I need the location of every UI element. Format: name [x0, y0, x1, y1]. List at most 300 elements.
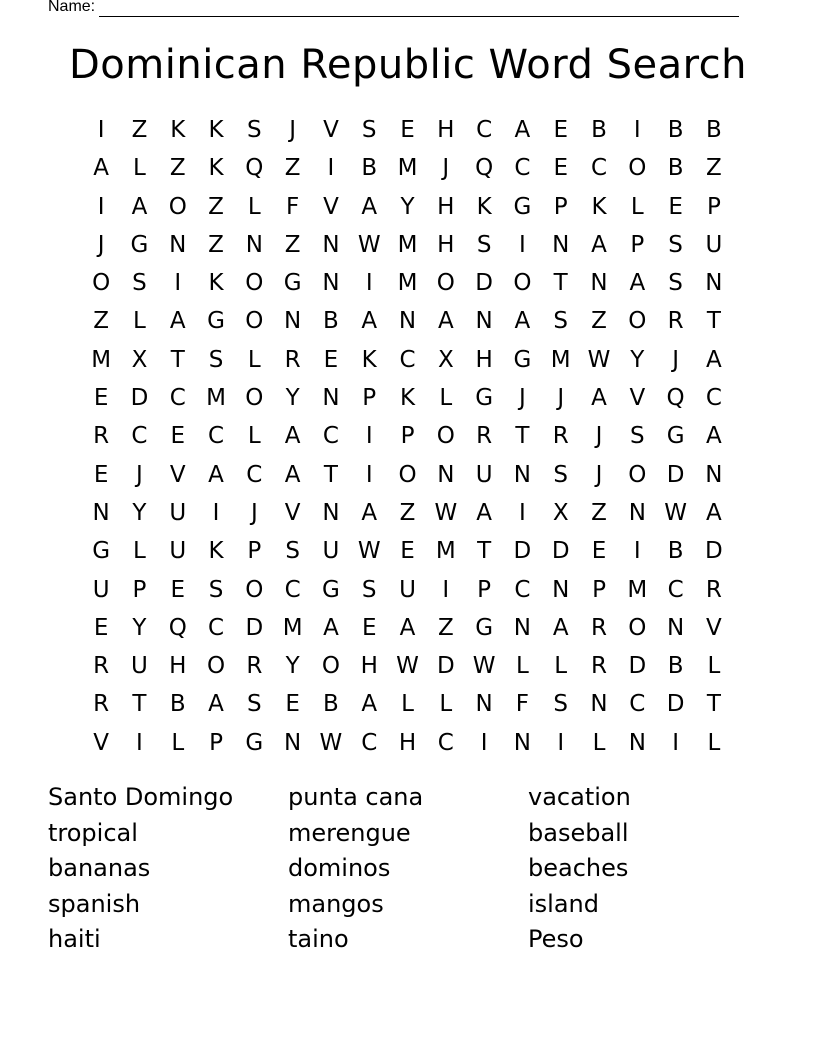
grid-letter: S [668, 270, 683, 297]
grid-letter: K [170, 117, 186, 143]
grid-letter: E [93, 461, 109, 488]
grid-letter: C [705, 385, 722, 412]
grid-letter: A [706, 423, 722, 450]
grid-letter: S [247, 117, 262, 143]
grid-letter: B [169, 691, 186, 718]
grid-letter: I [97, 193, 105, 220]
grid-letter: V [323, 193, 339, 220]
grid-letter: Z [399, 499, 416, 526]
grid-letter: O [436, 423, 455, 450]
grid-letter: R [476, 423, 493, 450]
grid-letter: S [553, 691, 569, 718]
grid-letter: W [319, 729, 343, 756]
grid-letter: T [132, 691, 147, 718]
grid-letter: A [629, 270, 646, 297]
grid-letter: P [592, 576, 606, 603]
grid-letter: G [283, 270, 302, 297]
grid-letter: K [208, 270, 224, 297]
grid-letter: Z [131, 117, 148, 143]
grid-letter: N [513, 614, 532, 641]
grid-letter: T [706, 691, 721, 718]
grid-letter: D [666, 691, 685, 718]
grid-letter: Q [245, 155, 264, 182]
grid-letter: I [557, 729, 565, 756]
grid-letter: G [207, 308, 225, 335]
grid-letter: Z [437, 614, 454, 641]
grid-letter: S [476, 231, 492, 258]
grid-letter: N [590, 270, 608, 297]
grid-letter: C [590, 155, 608, 182]
grid-letter: O [245, 576, 264, 603]
name-underline[interactable] [99, 1, 739, 17]
grid-letter: Z [93, 308, 110, 335]
grid-letter: C [476, 117, 493, 143]
grid-letter: R [552, 423, 569, 450]
grid-letter: N [322, 385, 340, 412]
word-list-item: dominos [288, 854, 391, 882]
grid-letter: J [97, 231, 105, 258]
grid-letter: K [208, 538, 224, 565]
word-list-item: vacation [528, 783, 631, 811]
grid-letter: Y [285, 385, 300, 412]
grid-letter: A [169, 308, 186, 335]
grid-letter: Q [666, 385, 685, 412]
grid-letter: L [439, 385, 453, 412]
grid-letter: I [480, 729, 488, 756]
word-list-item: baseball [528, 818, 629, 847]
grid-letter: A [361, 308, 378, 335]
grid-letter: C [361, 729, 378, 756]
grid-letter: E [93, 385, 109, 412]
grid-letter: I [519, 499, 526, 526]
grid-letter: J [595, 423, 603, 450]
grid-letter: S [553, 461, 569, 488]
grid-letter: S [208, 346, 224, 373]
grid-letter: L [133, 308, 146, 335]
grid-letter: S [247, 691, 262, 718]
grid-letter: T [323, 461, 338, 488]
grid-letter: R [93, 691, 110, 718]
word-list-item: bananas [48, 854, 151, 882]
grid-letter: O [245, 270, 264, 297]
grid-letter: O [168, 193, 187, 220]
grid-letter: A [591, 385, 607, 412]
grid-letter: I [365, 423, 373, 450]
grid-letter: W [396, 653, 419, 680]
grid-letter: V [629, 385, 646, 412]
grid-letter: N [705, 461, 723, 488]
grid-letter: N [590, 691, 608, 718]
grid-letter: G [92, 538, 111, 565]
grid-letter: I [672, 729, 679, 756]
grid-letter: C [667, 576, 684, 603]
grid-letter: I [136, 729, 143, 756]
grid-letter: L [247, 346, 261, 373]
grid-letter: O [398, 461, 417, 488]
grid-letter: P [477, 576, 492, 603]
grid-letter: E [668, 193, 683, 220]
grid-letter: D [130, 385, 149, 412]
grid-letter: L [247, 423, 261, 450]
grid-letter: N [398, 308, 417, 335]
grid-letter: W [357, 538, 381, 565]
grid-letter: S [668, 231, 683, 258]
grid-letter: L [247, 193, 261, 220]
grid-letter: A [437, 308, 454, 335]
grid-letter: R [246, 653, 263, 680]
grid-letter: O [628, 155, 647, 182]
grid-letter: S [553, 308, 569, 335]
grid-letter: C [284, 576, 301, 603]
grid-letter: I [174, 270, 182, 297]
grid-letter: C [208, 614, 225, 641]
word-list-item: haiti [48, 925, 101, 953]
grid-letter: P [400, 423, 415, 450]
grid-letter: C [514, 155, 531, 182]
grid-letter: P [553, 193, 568, 220]
grid-letter: A [706, 499, 722, 526]
word-list-item: Santo Domingo [48, 783, 234, 811]
word-list-item: merengue [288, 818, 411, 847]
grid-letter: E [553, 117, 568, 143]
grid-letter: L [707, 653, 721, 680]
grid-letter: N [513, 729, 532, 756]
grid-letter: R [705, 576, 722, 603]
grid-letter: B [667, 117, 684, 143]
grid-letter: Z [208, 193, 224, 220]
grid-letter: H [437, 117, 455, 143]
grid-letter: O [628, 614, 647, 641]
grid-letter: Z [591, 499, 607, 526]
grid-letter: U [169, 499, 187, 526]
grid-letter: W [472, 653, 496, 680]
grid-letter: E [170, 576, 186, 603]
grid-letter: O [245, 308, 264, 335]
grid-letter: A [361, 499, 378, 526]
grid-letter: Q [475, 155, 494, 182]
grid-letter: L [133, 538, 146, 565]
grid-letter: A [552, 614, 569, 641]
grid-letter: G [666, 423, 685, 450]
grid-letter: J [289, 117, 297, 143]
grid-letter: J [519, 385, 526, 412]
grid-letter: L [592, 729, 606, 756]
grid-letter: K [476, 193, 492, 220]
grid-letter: R [93, 653, 110, 680]
grid-letter: B [667, 538, 684, 565]
grid-letter: M [91, 346, 112, 373]
word-list-item: spanish [48, 889, 141, 918]
grid-letter: D [513, 538, 532, 565]
grid-letter: R [667, 308, 684, 335]
grid-letter: T [706, 308, 721, 335]
grid-letter: C [169, 385, 186, 412]
grid-letter: A [591, 231, 607, 258]
grid-letter: L [630, 193, 644, 220]
grid-letter: M [397, 231, 418, 258]
grid-letter: S [361, 576, 377, 603]
grid-letter: N [322, 231, 340, 258]
grid-letter: G [475, 614, 494, 641]
grid-letter: N [628, 499, 646, 526]
grid-letter: B [591, 117, 607, 143]
grid-letter: K [399, 385, 416, 412]
grid-letter: M [550, 346, 571, 373]
grid-letter: N [284, 308, 302, 335]
grid-letter: C [437, 729, 454, 756]
grid-letter: E [285, 691, 300, 718]
word-list-item: island [528, 889, 599, 918]
grid-letter: B [323, 308, 339, 335]
grid-letter: I [519, 231, 526, 258]
grid-letter: L [707, 729, 721, 756]
grid-letter: I [327, 155, 335, 182]
grid-letter: I [442, 576, 450, 603]
grid-letter: A [323, 614, 339, 641]
grid-letter: Z [591, 308, 607, 335]
grid-letter: P [630, 231, 645, 258]
grid-letter: G [322, 576, 340, 603]
grid-letter: E [323, 346, 339, 373]
grid-letter: A [514, 117, 531, 143]
grid-letter: N [169, 231, 187, 258]
grid-letter: Y [400, 193, 415, 220]
grid-letter: E [170, 423, 186, 450]
grid-letter: G [130, 231, 149, 258]
grid-letter: E [93, 614, 109, 641]
grid-letter: A [208, 691, 224, 718]
grid-letter: A [284, 423, 301, 450]
grid-letter: M [282, 614, 303, 641]
grid-letter: S [132, 270, 147, 297]
grid-letter: U [131, 653, 148, 680]
grid-letter: N [628, 729, 646, 756]
grid-letter: Y [285, 653, 300, 680]
grid-letter: G [475, 385, 494, 412]
grid-letter: K [591, 193, 607, 220]
grid-letter: P [247, 538, 262, 565]
grid-letter: D [436, 653, 455, 680]
grid-letter: C [322, 423, 339, 450]
grid-letter: E [400, 117, 415, 143]
grid-letter: P [209, 729, 223, 756]
word-list-item: Peso [528, 925, 584, 953]
grid-letter: L [133, 155, 146, 182]
grid-letter: N [475, 308, 493, 335]
grid-letter: J [672, 346, 679, 373]
word-list-item: beaches [528, 854, 629, 882]
grid-letter: E [591, 538, 607, 565]
grid-letter: J [250, 499, 258, 526]
grid-letter: F [286, 193, 300, 220]
grid-letter: D [475, 270, 493, 297]
grid-letter: D [705, 538, 723, 565]
grid-letter: O [92, 270, 111, 297]
grid-letter: T [477, 538, 492, 565]
grid-letter: S [208, 576, 224, 603]
grid-letter: W [357, 231, 381, 258]
grid-letter: H [437, 193, 455, 220]
grid-letter: D [628, 653, 647, 680]
grid-letter: W [587, 346, 611, 373]
grid-letter: N [552, 231, 570, 258]
grid-letter: X [437, 346, 454, 373]
grid-letter: I [633, 117, 641, 143]
grid-letter: M [397, 270, 418, 297]
grid-letter: N [705, 270, 723, 297]
grid-letter: C [629, 691, 646, 718]
grid-letter: B [361, 155, 378, 182]
grid-letter: C [208, 423, 225, 450]
page-title: Dominican Republic Word Search [68, 42, 747, 88]
name-label: Name: [48, 0, 96, 15]
grid-letter: E [553, 155, 568, 182]
grid-letter: V [169, 461, 186, 488]
grid-letter: A [131, 193, 148, 220]
grid-letter: S [361, 117, 377, 143]
grid-letter: B [323, 691, 339, 718]
grid-letter: E [400, 538, 415, 565]
grid-letter: I [633, 538, 641, 565]
grid-letter: O [206, 653, 226, 680]
grid-letter: O [321, 653, 340, 680]
grid-letter: J [557, 385, 565, 412]
grid-letter: C [514, 576, 531, 603]
grid-letter: N [322, 270, 340, 297]
grid-letter: X [552, 499, 569, 526]
grid-letter: H [360, 653, 378, 680]
grid-letter: Z [284, 155, 301, 182]
grid-letter: J [442, 155, 450, 182]
grid-letter: J [136, 461, 143, 488]
grid-letter: N [666, 614, 685, 641]
grid-letter: L [171, 729, 185, 756]
grid-letter: D [666, 461, 685, 488]
grid-letter: D [551, 538, 570, 565]
grid-letter: F [515, 691, 530, 718]
grid-letter: T [170, 346, 185, 373]
grid-letter: G [245, 729, 264, 756]
grid-letter: V [706, 614, 722, 641]
grid-letter: O [628, 461, 647, 488]
grid-letter: X [131, 346, 148, 373]
grid-letter: U [169, 538, 187, 565]
word-list-item: punta cana [288, 783, 424, 811]
grid-letter: O [513, 270, 532, 297]
grid-letter: H [169, 653, 187, 680]
grid-letter: R [284, 346, 301, 373]
grid-letter: A [208, 461, 224, 488]
grid-letter: L [439, 691, 453, 718]
letter-grid [82, 111, 733, 762]
grid-letter: D [245, 614, 264, 641]
grid-letter: I [365, 461, 373, 488]
grid-letter: T [515, 423, 530, 450]
grid-letter: W [434, 499, 458, 526]
grid-letter: H [475, 346, 493, 373]
grid-letter: C [131, 423, 148, 450]
grid-letter: E [361, 614, 377, 641]
grid-letter: O [436, 270, 455, 297]
grid-letter: S [285, 538, 300, 565]
grid-letter: N [513, 461, 532, 488]
grid-letter: L [554, 653, 568, 680]
grid-letter: I [212, 499, 220, 526]
grid-letter: P [706, 193, 721, 220]
grid-letter: Z [706, 155, 722, 182]
grid-letter: A [361, 193, 378, 220]
grid-letter: N [437, 461, 455, 488]
grid-letter: G [513, 346, 532, 373]
grid-letter: Y [132, 499, 147, 526]
grid-letter: I [97, 117, 105, 143]
grid-letter: W [664, 499, 687, 526]
grid-letter: Z [208, 231, 224, 258]
grid-letter: U [322, 538, 340, 565]
grid-letter: A [476, 499, 492, 526]
grid-letter: A [361, 691, 378, 718]
grid-letter: R [591, 614, 607, 641]
grid-letter: Y [132, 614, 147, 641]
grid-letter: T [553, 270, 568, 297]
grid-letter: S [630, 423, 645, 450]
grid-letter: P [362, 385, 377, 412]
grid-letter: A [514, 308, 531, 335]
grid-letter: L [516, 653, 529, 680]
grid-letter: C [246, 461, 263, 488]
word-list-item: mangos [288, 889, 384, 918]
grid-letter: Y [630, 346, 645, 373]
grid-letter: A [706, 346, 722, 373]
name-field[interactable] [48, 0, 748, 17]
grid-letter: K [208, 155, 224, 182]
grid-letter: N [284, 729, 302, 756]
grid-letter: M [627, 576, 648, 603]
grid-letter: V [93, 729, 110, 756]
grid-letter: I [365, 270, 373, 297]
word-list [48, 780, 768, 958]
grid-letter: U [92, 576, 110, 603]
grid-letter: N [92, 499, 110, 526]
grid-letter: L [401, 691, 414, 718]
grid-letter: P [132, 576, 147, 603]
grid-letter: B [667, 653, 684, 680]
grid-letter: A [284, 461, 301, 488]
grid-letter: Z [284, 231, 301, 258]
grid-letter: K [361, 346, 377, 373]
grid-letter: O [628, 308, 647, 335]
grid-letter: C [399, 346, 416, 373]
grid-letter: B [706, 117, 722, 143]
grid-letter: H [437, 231, 455, 258]
word-list-item: taino [288, 925, 349, 953]
grid-letter: N [475, 691, 493, 718]
grid-letter: V [284, 499, 301, 526]
grid-letter: U [475, 461, 493, 488]
grid-letter: M [397, 155, 418, 182]
grid-letter: H [398, 729, 417, 756]
grid-letter: Q [168, 614, 187, 641]
grid-letter: V [323, 117, 339, 143]
grid-letter: K [208, 117, 224, 143]
grid-letter: A [93, 155, 110, 182]
grid-letter: N [552, 576, 570, 603]
grid-letter: M [206, 385, 226, 412]
word-list-item: tropical [48, 818, 138, 847]
grid-letter: U [705, 231, 723, 258]
grid-letter: N [322, 499, 340, 526]
grid-letter: Z [169, 155, 186, 182]
